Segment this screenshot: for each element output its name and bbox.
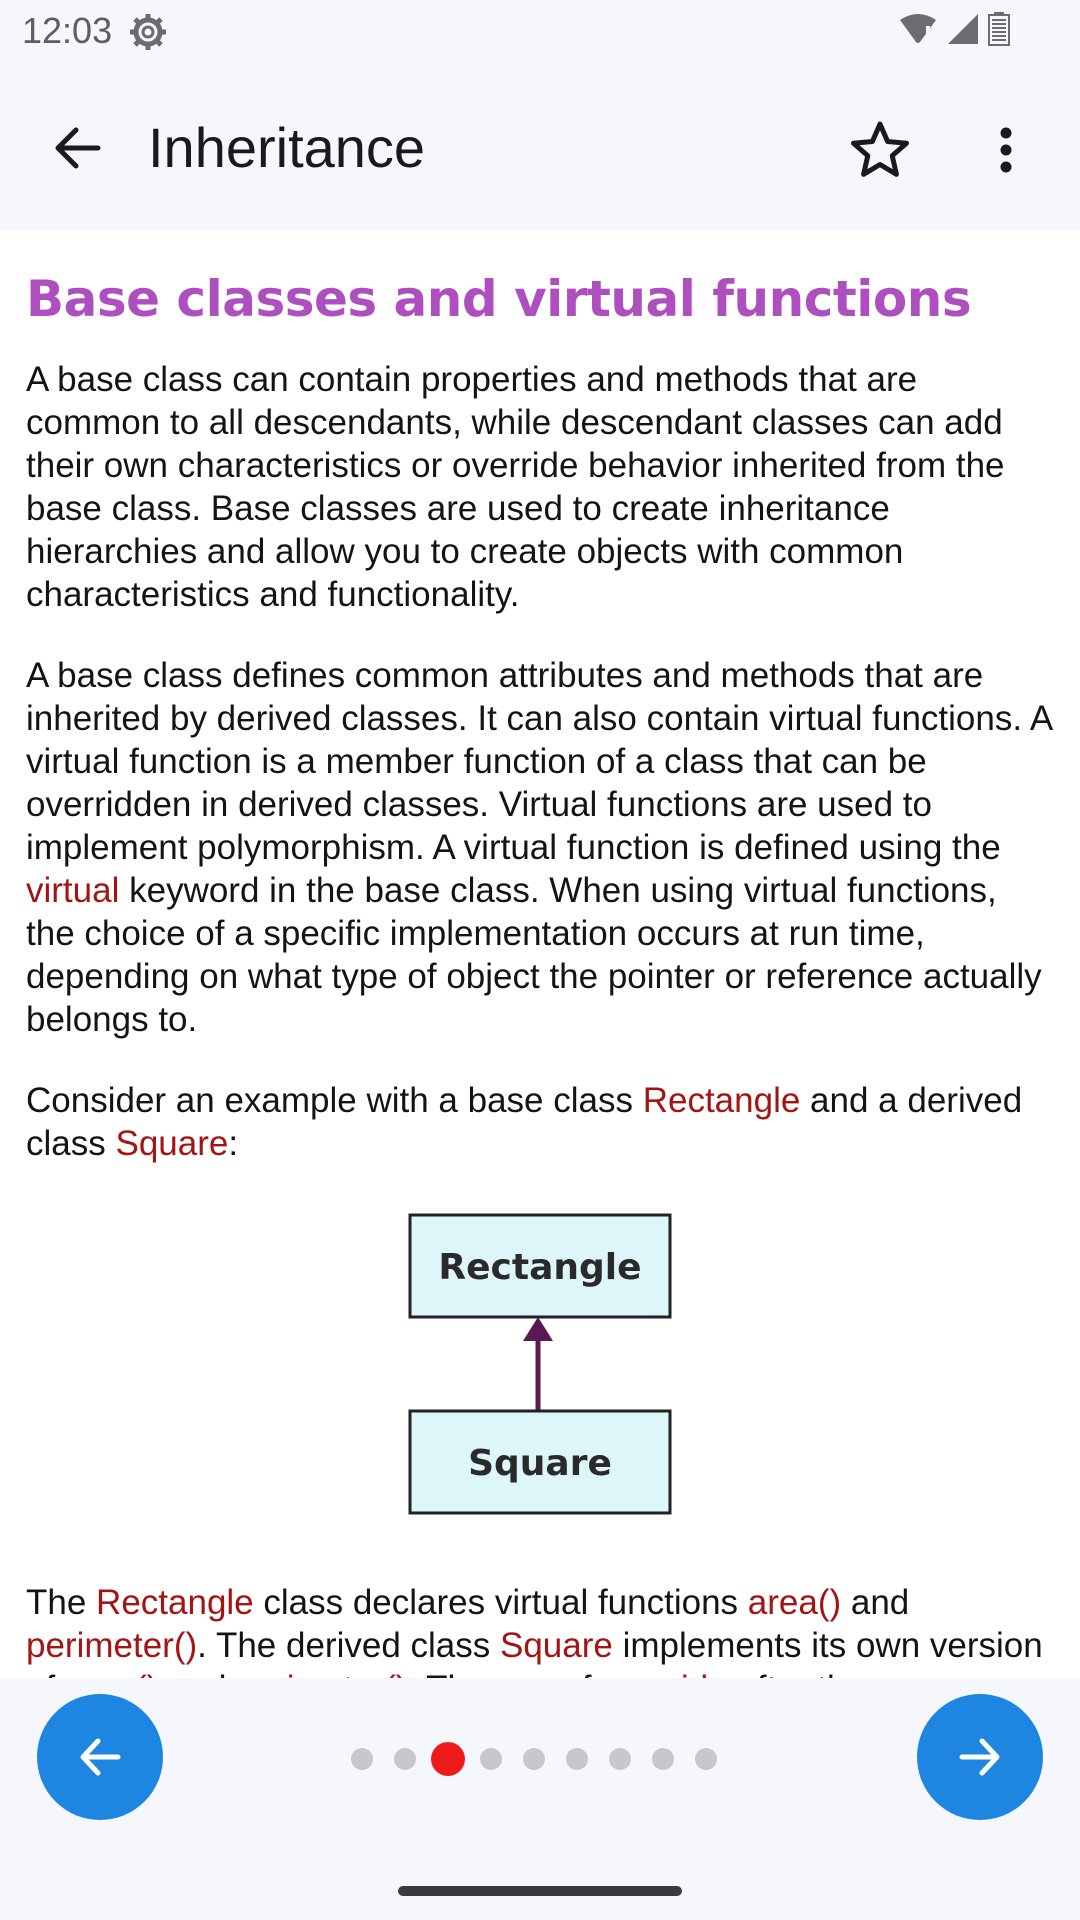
app-bar	[0, 64, 1080, 230]
diagram-svg	[26, 1203, 1054, 1543]
page-dot[interactable]	[523, 1748, 545, 1770]
more-vert-icon	[998, 127, 1014, 173]
text-run: The	[26, 1583, 97, 1622]
page-dot-active[interactable]	[431, 1742, 465, 1776]
keyword-square: Square	[499, 1626, 613, 1665]
text-run: keyword in the base class. When using virtual functions, the choice of a specific implementation occurs at run time, depending on what type of object the pointer or reference actually belongs to.	[26, 871, 1042, 1039]
back-button[interactable]	[40, 116, 112, 180]
page-dot[interactable]	[652, 1748, 674, 1770]
text-run: class declares virtual functions	[253, 1583, 748, 1622]
settings-gear-icon	[128, 12, 168, 52]
text-run: and	[841, 1583, 910, 1622]
status-time: 12:03	[22, 10, 113, 51]
wifi-icon	[898, 12, 938, 46]
previous-page-button[interactable]	[37, 1694, 163, 1820]
text-run: Consider an example with a base class	[26, 1081, 643, 1120]
more-options-button[interactable]	[976, 114, 1036, 186]
favorite-button[interactable]	[844, 114, 916, 186]
paragraph-3	[26, 1079, 1054, 1165]
keyword-area: area()	[747, 1583, 842, 1622]
keyword-rectangle: Rectangle	[96, 1583, 254, 1622]
page-dot[interactable]	[609, 1748, 631, 1770]
page-indicator	[340, 1742, 740, 1772]
inheritance-arrow-head	[523, 1317, 553, 1341]
page-title: Inheritance	[148, 116, 426, 179]
text-run: A base class defines common attributes and methods that are inherited by derived classes. It can also contain virtual functions. A virtual function is a member function of a class that can be overridden in derived classes. Virtual functions are used to implement polymorphism. A virtual function is defined using the	[26, 656, 1052, 867]
status-icons	[898, 12, 1010, 46]
page-dot[interactable]	[480, 1748, 502, 1770]
text-run: implements its own version	[622, 1626, 1043, 1665]
home-indicator[interactable]	[398, 1886, 682, 1896]
page-dot[interactable]	[695, 1748, 717, 1770]
article-content[interactable]	[0, 230, 1080, 1678]
next-page-button[interactable]	[917, 1694, 1043, 1820]
keyword-square: Square	[115, 1124, 229, 1163]
page-dot[interactable]	[394, 1748, 416, 1770]
page-dot[interactable]	[566, 1748, 588, 1770]
status-bar	[0, 0, 1080, 64]
star-outline-icon	[849, 120, 911, 180]
arrow-right-icon	[958, 1737, 1002, 1777]
base-class-label: Rectangle	[438, 1247, 642, 1288]
keyword-virtual: virtual	[26, 871, 120, 910]
text-run: and a derived class	[26, 1081, 1023, 1163]
keyword-perimeter: perimeter()	[26, 1626, 198, 1665]
arrow-left-icon	[78, 1737, 122, 1777]
derived-class-label: Square	[468, 1443, 612, 1484]
text-run: . The derived class	[197, 1626, 500, 1665]
page-dot[interactable]	[351, 1748, 373, 1770]
inheritance-diagram	[26, 1203, 1054, 1543]
arrow-left-icon	[52, 126, 100, 170]
article-heading: Base classes and virtual functions	[26, 270, 972, 328]
bottom-navigation	[0, 1678, 1080, 1920]
keyword-rectangle: Rectangle	[642, 1081, 801, 1120]
paragraph-2	[26, 654, 1054, 1041]
paragraph-1: A base class can contain properties and methods that are common to all descendants, while descendant classes can add their own characteristics or override behavior inherited from the base class. Base classes are used to create inheritance hierarchies and allow you to create objects with common characteristics and functionality.	[26, 360, 1005, 614]
signal-icon	[946, 12, 980, 46]
battery-icon	[988, 12, 1010, 46]
text-run: :	[228, 1124, 239, 1163]
